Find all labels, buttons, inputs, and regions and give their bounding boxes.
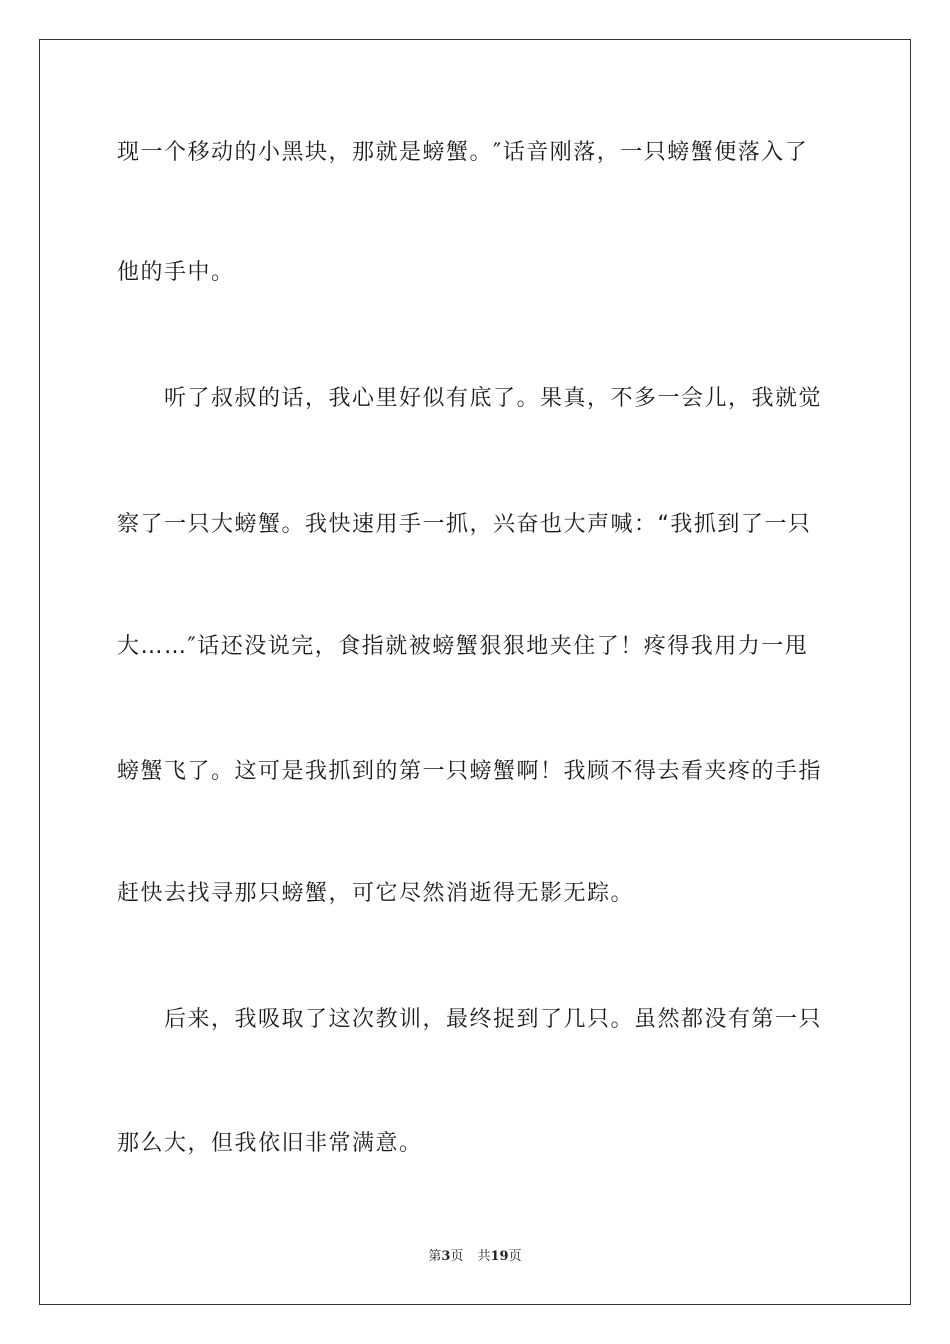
total-suffix: 页 xyxy=(508,1249,522,1264)
total-pages: 19 xyxy=(490,1249,509,1264)
paragraph-line: 后来，我吸取了这次教训，最终捉到了几只。虽然都没有第一只 xyxy=(117,1007,823,1032)
page-number: 3 xyxy=(441,1249,451,1264)
paragraph-line: 那么大，但我依旧非常满意。 xyxy=(117,1131,423,1156)
paragraph-line: 螃蟹飞了。这可是我抓到的第一只螃蟹啊！我顾不得去看夹疼的手指 xyxy=(117,759,823,784)
paragraph-line: 现一个移动的小黑块，那就是螃蟹。″话音刚落，一只螃蟹便落入了 xyxy=(117,140,809,165)
page-suffix: 页 xyxy=(450,1249,464,1264)
page-footer xyxy=(0,1248,950,1266)
total-prefix: 共 xyxy=(477,1249,491,1264)
paragraph-line: 大……″话还没说完，食指就被螃蟹狠狠地夹住了！疼得我用力一甩 xyxy=(117,634,809,659)
paragraph-line: 察了一只大螃蟹。我快速用手一抓，兴奋也大声喊：“我抓到了一只 xyxy=(117,512,812,537)
page-border xyxy=(39,39,911,1305)
page-prefix: 第 xyxy=(428,1249,442,1264)
paragraph-line: 听了叔叔的话，我心里好似有底了。果真，不多一会儿，我就觉 xyxy=(117,386,823,411)
paragraph-line: 他的手中。 xyxy=(117,260,235,285)
paragraph-line: 赶快去找寻那只螃蟹，可它尽然消逝得无影无踪。 xyxy=(117,881,635,906)
